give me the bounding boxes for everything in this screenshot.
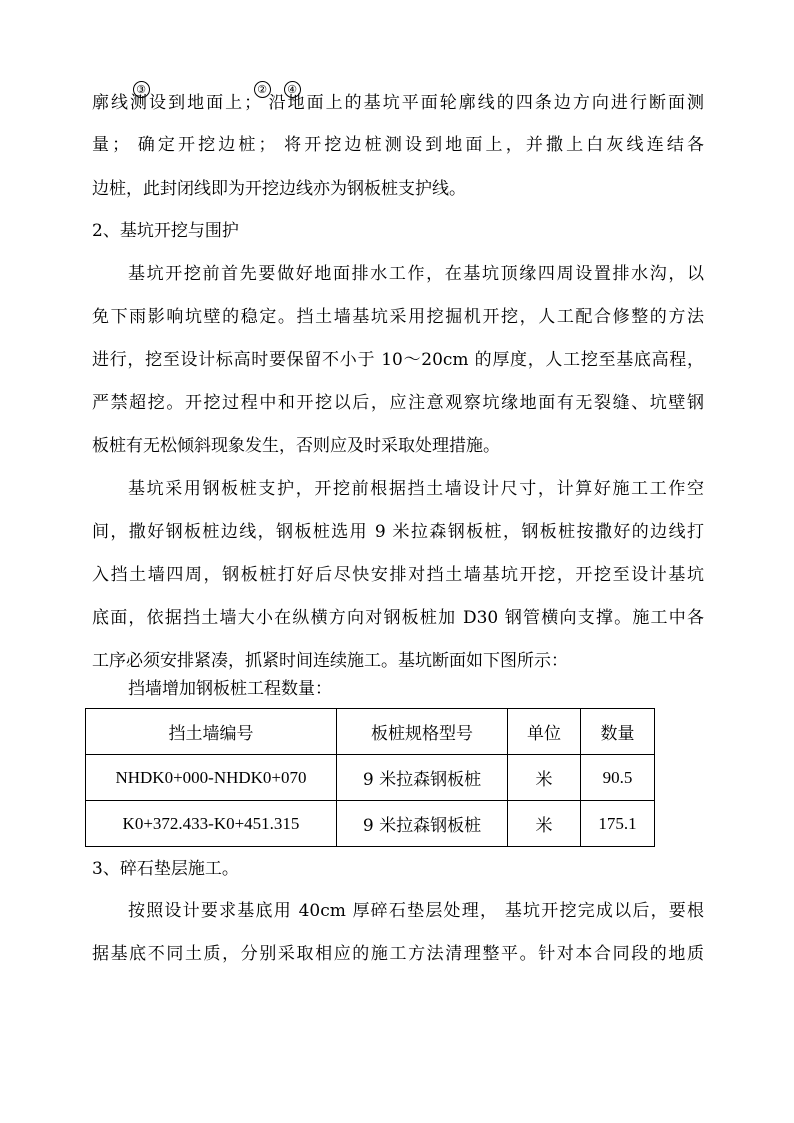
table-cell: K0+372.433-K0+451.315 <box>86 801 337 847</box>
table-cell: 米 <box>508 801 581 847</box>
paragraph-line: 入挡土墙四周，钢板桩打好后尽快安排对挡土墙基坑开挖，开挖至设计基坑 <box>92 565 704 585</box>
table-caption: 挡墙增加钢板桩工程数量： <box>128 679 332 699</box>
paragraph-line: 严禁超挖。开挖过程中和开挖以后，应注意观察坑缘地面有无裂缝、坑壁钢 <box>92 393 704 413</box>
section-heading: 3、碎石垫层施工。 <box>92 859 239 879</box>
paragraph-line: 边桩，此封闭线即为开挖边线亦为钢板桩支护线。 <box>92 179 466 199</box>
table-row <box>86 801 655 847</box>
table-header-row <box>86 709 655 755</box>
paragraph-line: 据基底不同土质，分别采取相应的施工方法清理整平。针对本合同段的地质 <box>92 944 704 964</box>
paragraph-line: 进行，挖至设计标高时要保留不小于 10～20cm 的厚度，人工挖至基底高程， <box>92 350 704 370</box>
table-cell: 175.1 <box>581 801 655 847</box>
table-header-cell: 单位 <box>508 709 581 755</box>
paragraph-line: 底面，依据挡土墙大小在纵横方向对钢板桩加 D30 钢管横向支撑。施工中各 <box>92 608 704 628</box>
paragraph-line: 工序必须安排紧凑，抓紧时间连续施工。基坑断面如下图所示： <box>92 651 568 671</box>
circled-number-marker: ③ <box>132 80 150 98</box>
table-cell: NHDK0+000-NHDK0+070 <box>86 755 337 801</box>
paragraph-line: 基坑采用钢板桩支护，开挖前根据挡土墙设计尺寸，计算好施工工作空 <box>128 479 704 499</box>
paragraph-line: 量； 确定开挖边桩； 将开挖边桩测设到地面上，并撒上白灰线连结各 <box>92 135 704 155</box>
section-heading: 2、基坑开挖与围护 <box>92 221 239 241</box>
table-cell: 米 <box>508 755 581 801</box>
table-header-cell: 板桩规格型号 <box>337 709 508 755</box>
table-cell: 9 米拉森钢板桩 <box>337 755 508 801</box>
table-cell: 9 米拉森钢板桩 <box>337 801 508 847</box>
paragraph-line: 板桩有无松倾斜现象发生，否则应及时采取处理措施。 <box>92 436 500 456</box>
paragraph-line: 免下雨影响坑壁的稳定。挡土墙基坑采用挖掘机开挖，人工配合修整的方法 <box>92 307 704 327</box>
circled-number-marker: ④ <box>283 80 301 98</box>
table-header-cell: 挡土墙编号 <box>86 709 337 755</box>
quantity-table <box>85 708 655 847</box>
paragraph-line: 基坑开挖前首先要做好地面排水工作，在基坑顶缘四周设置排水沟，以 <box>128 264 704 284</box>
table-row <box>86 755 655 801</box>
paragraph-line: 廓线测设到地面上； 沿地面上的基坑平面轮廓线的四条边方向进行断面测 <box>92 93 704 113</box>
table-header-cell: 数量 <box>581 709 655 755</box>
table-cell: 90.5 <box>581 755 655 801</box>
paragraph-line: 间，撒好钢板桩边线，钢板桩选用 9 米拉森钢板桩，钢板桩按撒好的边线打 <box>92 522 704 542</box>
paragraph-line: 按照设计要求基底用 40cm 厚碎石垫层处理， 基坑开挖完成以后，要根 <box>128 901 704 921</box>
circled-number-marker: ② <box>253 80 271 98</box>
